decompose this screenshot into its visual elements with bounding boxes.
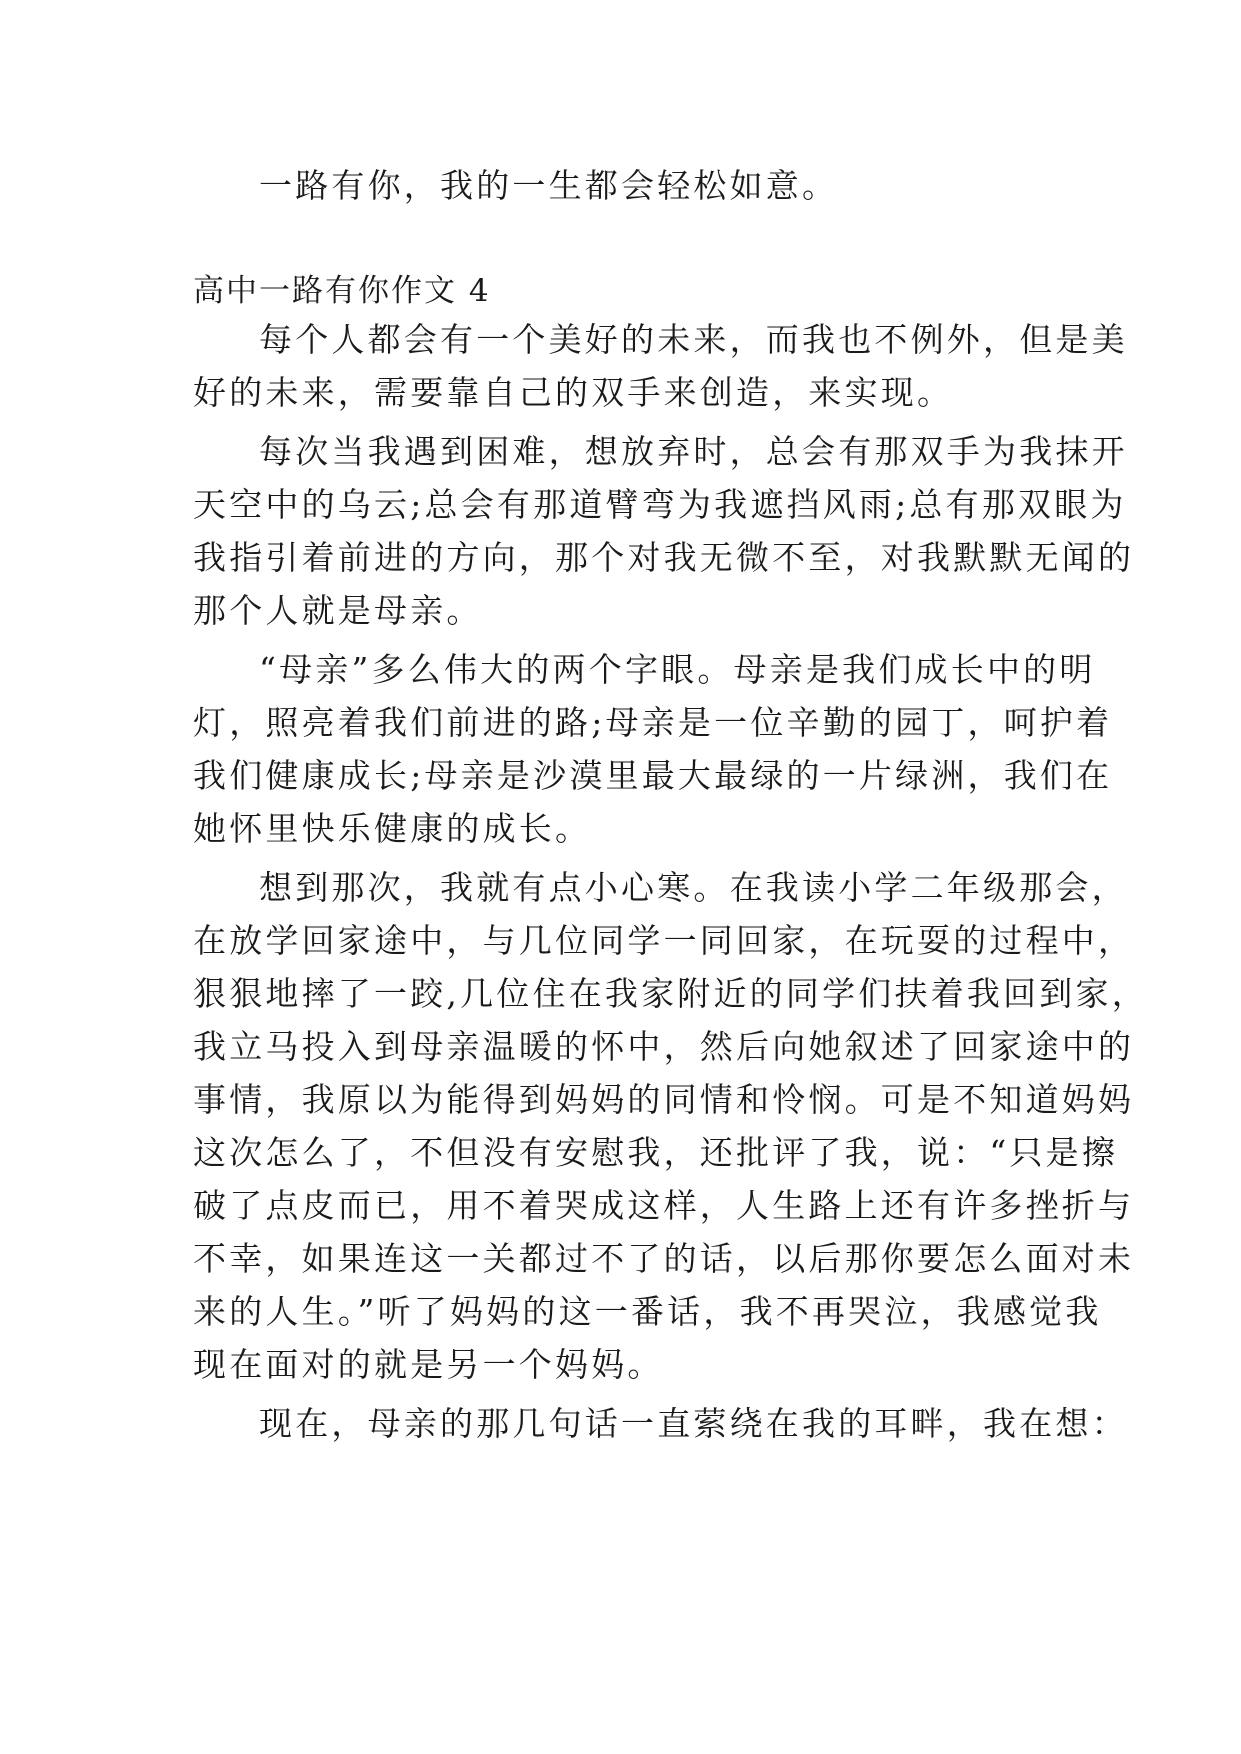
paragraph-line: 好的未来，需要靠自己的双手来创造，来实现。 xyxy=(193,373,954,412)
paragraph-line: 现在面对的就是另一个妈妈。 xyxy=(193,1345,664,1384)
paragraph-line: 在放学回家途中，与几位同学一同回家，在玩耍的过程中， xyxy=(193,921,1135,960)
paragraph-line: 天空中的乌云;总会有那道臂弯为我遮挡风雨;总有那双眼为 xyxy=(193,485,1127,524)
paragraph-line: “母亲”多么伟大的两个字眼。母亲是我们成长中的明 xyxy=(259,650,1096,689)
paragraph-line: 这次怎么了，不但没有安慰我，还批评了我，说：“只是擦 xyxy=(193,1133,1119,1172)
paragraph-line: 现在，母亲的那几句话一直萦绕在我的耳畔，我在想： xyxy=(259,1404,1128,1443)
paragraph-line: 那个人就是母亲。 xyxy=(193,591,483,630)
paragraph-line: 一路有你，我的一生都会轻松如意。 xyxy=(259,166,839,205)
paragraph-line: 灯，照亮着我们前进的路;母亲是一位辛勤的园丁，呵护着 xyxy=(193,703,1113,742)
paragraph-line: 每次当我遇到困难，想放弃时，总会有那双手为我抹开 xyxy=(259,432,1128,471)
paragraph-line: 来的人生。”听了妈妈的这一番话，我不再哭泣，我感觉我 xyxy=(193,1292,1102,1331)
paragraph-line: 不幸，如果连这一关都过不了的话，以后那你要怎么面对未 xyxy=(193,1239,1135,1278)
paragraph-line: 我立马投入到母亲温暖的怀中，然后向她叙述了回家途中的 xyxy=(193,1027,1135,1066)
section-heading: 高中一路有你作文 4 xyxy=(193,273,491,309)
paragraph-line: 我们健康成长;母亲是沙漠里最大最绿的一片绿洲，我们在 xyxy=(193,756,1113,795)
paragraph-line: 破了点皮而已，用不着哭成这样，人生路上还有许多挫折与 xyxy=(193,1186,1135,1225)
paragraph-line: 我指引着前进的方向，那个对我无微不至，对我默默无闻的 xyxy=(193,538,1135,577)
paragraph-line: 想到那次，我就有点小心寒。在我读小学二年级那会， xyxy=(259,868,1128,907)
paragraph-line: 事情，我原以为能得到妈妈的同情和怜悯。可是不知道妈妈 xyxy=(193,1080,1135,1119)
paragraph-line: 她怀里快乐健康的成长。 xyxy=(193,809,592,848)
paragraph-line: 狠狠地摔了一跤,几位住在我家附近的同学们扶着我回到家， xyxy=(193,974,1148,1013)
paragraph-line: 每个人都会有一个美好的未来，而我也不例外，但是美 xyxy=(259,320,1128,359)
